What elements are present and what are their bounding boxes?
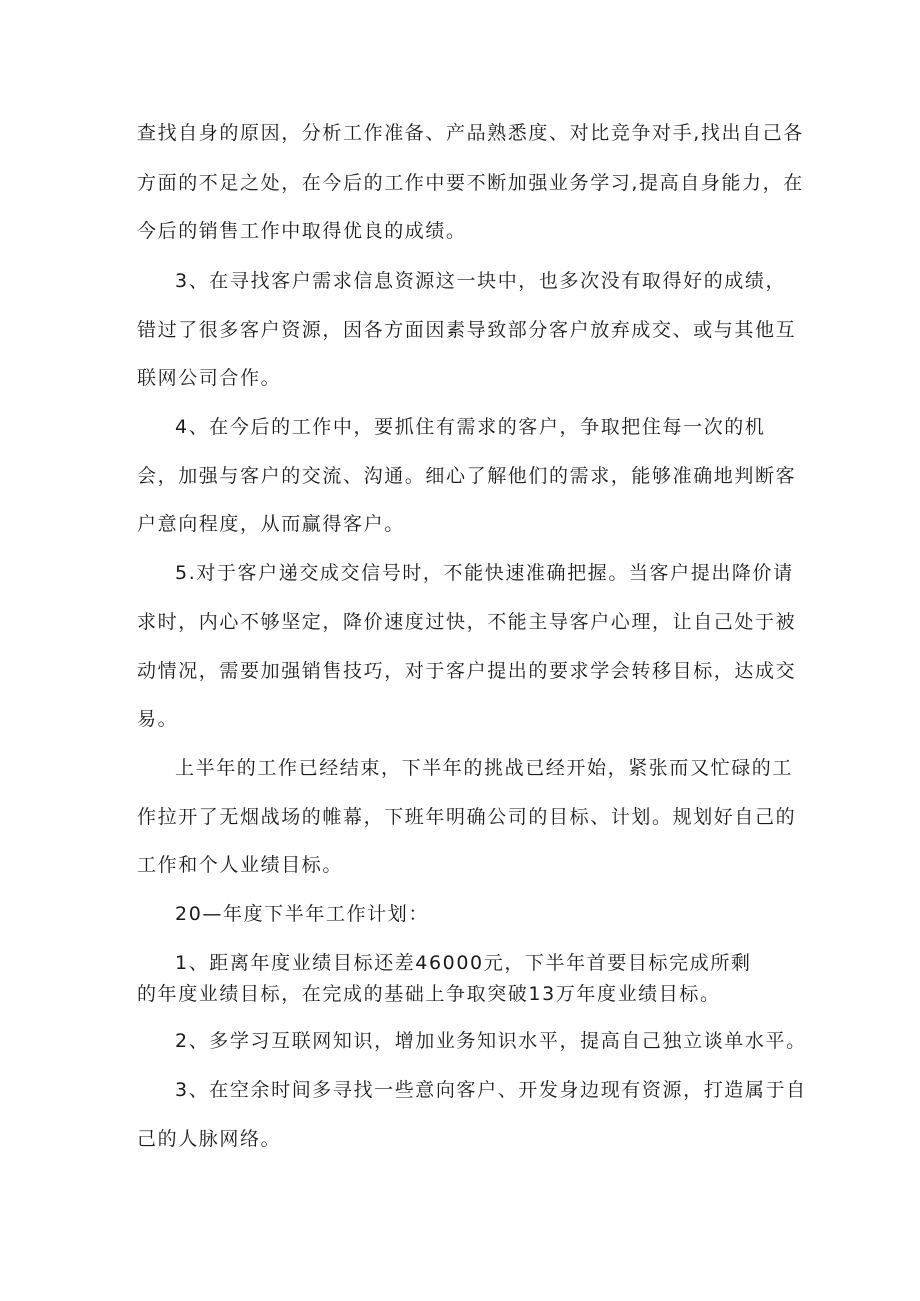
text-line: 易。 xyxy=(137,708,179,730)
text-line: 3、在空余时间多寻找一些意向客户、开发身边现有资源，打造属于自 xyxy=(175,1079,807,1101)
text-line: 联网公司合作。 xyxy=(137,367,282,389)
text-line: 会，加强与客户的交流、沟通。细心了解他们的需求，能够准确地判断客 xyxy=(137,465,797,487)
text-line: 己的人脉网络。 xyxy=(137,1128,282,1150)
text-line: 户意向程度，从而赢得客户。 xyxy=(137,513,405,535)
text-line: 4、在今后的工作中，要抓住有需求的客户，争取把住每一次的机 xyxy=(175,416,766,438)
text-line: 工作和个人业绩目标。 xyxy=(137,854,344,876)
text-line: 的年度业绩目标，在完成的基础上争取突破13万年度业绩目标。 xyxy=(137,983,721,1005)
text-line: 今后的销售工作中取得优良的成绩。 xyxy=(137,220,467,242)
text-line: 动情况，需要加强销售技巧，对于客户提出的要求学会转移目标，达成交 xyxy=(137,660,797,682)
text-line: 方面的不足之处，在今后的工作中要不断加强业务学习,提高自身能力，在 xyxy=(137,172,804,194)
text-line: 上半年的工作已经结束，下半年的挑战已经开始，紧张而又忙碌的工 xyxy=(175,757,794,779)
text-line: 20—年度下半年工作计划： xyxy=(175,903,429,925)
text-line: 1、距离年度业绩目标还差46000元，下半年首要目标完成所剩 xyxy=(175,952,752,974)
text-line: 作拉开了无烟战场的帷幕，下班年明确公司的目标、计划。规划好自己的 xyxy=(137,806,797,828)
text-line: 求时，内心不够坚定，降价速度过快，不能主导客户心理，让自己处于被 xyxy=(137,611,797,633)
text-line: 3、在寻找客户需求信息资源这一块中，也多次没有取得好的成绩， xyxy=(175,270,787,292)
text-line: 2、多学习互联网知识，增加业务知识水平，提高自己独立谈单水平。 xyxy=(175,1030,807,1052)
text-line: 错过了很多客户资源，因各方面因素导致部分客户放弃成交、或与其他互 xyxy=(137,319,797,341)
text-line: 查找自身的原因，分析工作准备、产品熟悉度、对比竞争对手,找出自己各 xyxy=(137,122,804,144)
text-line: 5.对于客户递交成交信号时，不能快速准确把握。当客户提出降价请 xyxy=(175,562,794,584)
